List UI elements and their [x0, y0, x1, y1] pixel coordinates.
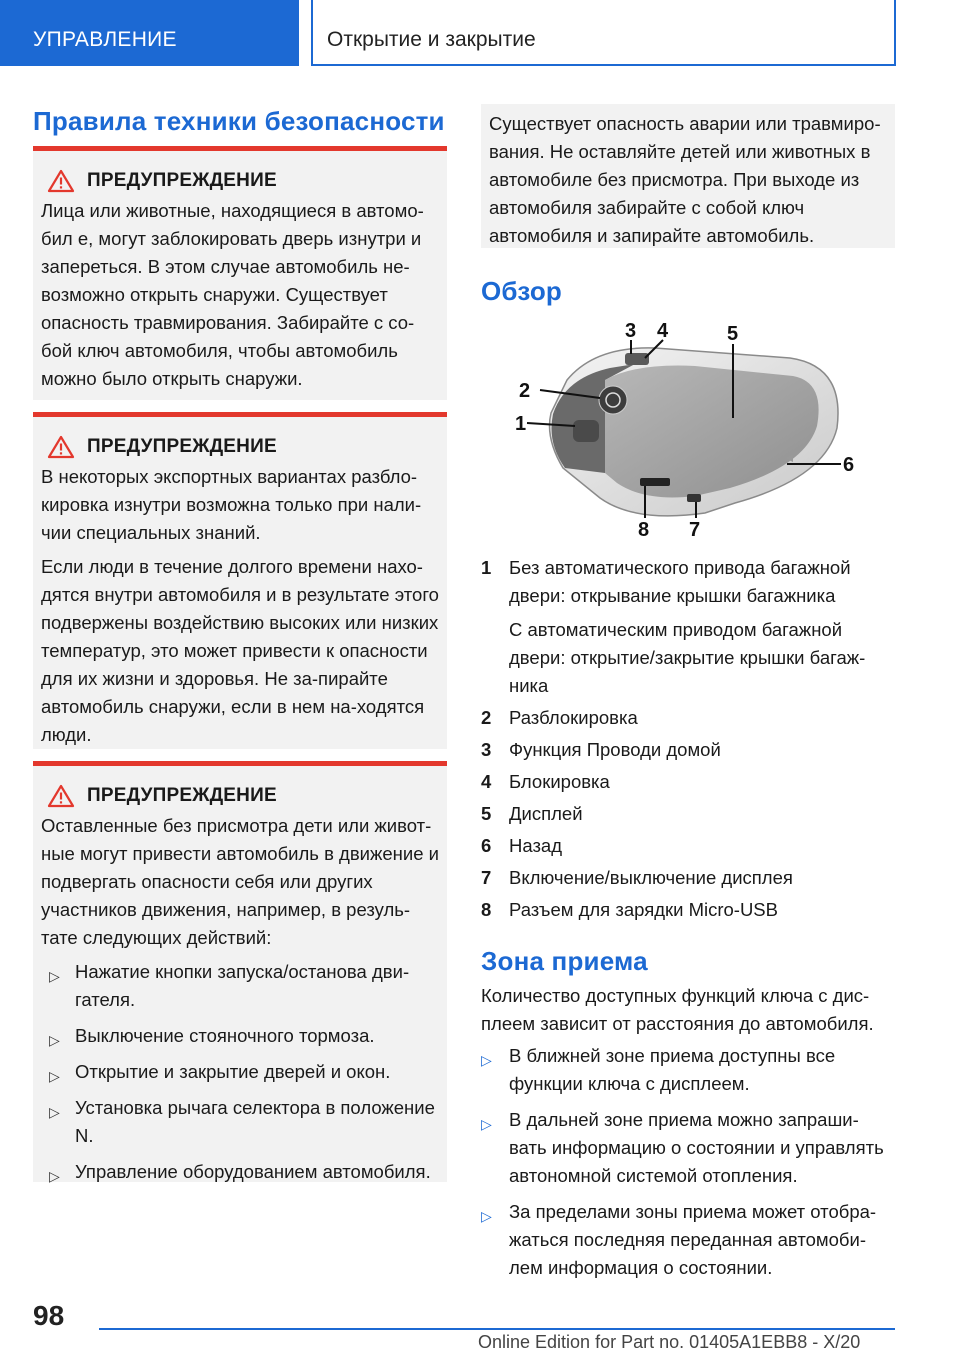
legend-item — [481, 864, 895, 892]
callout-5: 5 — [727, 323, 739, 345]
triangle-bullet-icon: ▷ — [481, 1208, 492, 1224]
list-item: ▷ В ближней зоне приема доступны все функции ключа с дисплеем. — [481, 1045, 836, 1094]
legend-number: 8 — [481, 899, 492, 920]
header-chapter-title: Открытие и закрытие — [311, 0, 896, 66]
triangle-bullet-icon: ▷ — [49, 1168, 60, 1184]
legend-item — [481, 800, 895, 828]
usb-port — [640, 478, 670, 486]
warning-bullet-list — [41, 958, 439, 1186]
figure-legend — [481, 554, 895, 928]
warning-triangle-icon — [47, 784, 75, 808]
legend-text: Разъем для зарядки Micro-USB — [509, 899, 778, 920]
footer-divider — [99, 1328, 895, 1330]
note-box-continued — [481, 104, 895, 248]
warning-box-3 — [33, 761, 447, 1182]
home-button — [625, 353, 649, 365]
triangle-bullet-icon: ▷ — [49, 1068, 60, 1084]
legend-text: Включение/выключение дисплея — [509, 867, 793, 888]
warning-box-1 — [33, 146, 447, 400]
range-intro: Количество доступных функций ключа с дис-плеем зависит от расстояния до автомобиля. — [481, 985, 874, 1034]
callout-1: 1 — [515, 413, 527, 435]
legend-text: Разблокировка — [509, 707, 638, 728]
legend-text: Без автоматического привода багажной двери: открывание крышки багажника — [509, 557, 851, 606]
legend-text: Функция Проводи домой — [509, 739, 721, 760]
warning-label: ПРЕДУПРЕЖДЕНИЕ — [87, 170, 277, 191]
legend-number: 6 — [481, 835, 492, 856]
warning-label: ПРЕДУПРЕЖДЕНИЕ — [87, 436, 277, 457]
callout-8: 8 — [638, 519, 650, 541]
section-title-overview: Обзор — [481, 276, 562, 306]
list-item: ▷ За пределами зоны приема может отобра-жаться последняя переданная автомоби-лем информация о состоянии. — [481, 1201, 877, 1278]
callout-7: 7 — [689, 519, 701, 541]
legend-number: 3 — [481, 739, 492, 760]
legend-item — [481, 554, 895, 700]
callout-2: 2 — [519, 380, 531, 402]
triangle-bullet-icon: ▷ — [49, 1104, 60, 1120]
footer-edition: Online Edition for Part no. 01405A1EBB8 - X/20 — [478, 1332, 861, 1352]
legend-item — [481, 736, 895, 764]
warning-text: В некоторых экспортных вариантах разбло-кировка изнутри возможна только при нали-чии специальных знаний. — [41, 466, 422, 543]
triangle-bullet-icon: ▷ — [481, 1052, 492, 1068]
legend-item — [481, 704, 895, 732]
range-bullet-list — [481, 1042, 895, 1290]
page-number: 98 — [33, 1300, 65, 1331]
warning-text: Оставленные без присмотра дети или живот-ные могут привести автомобиль в движение и подвергать опасности себя или других участников движения, например, в резуль-тате следующих действий: — [41, 815, 439, 948]
warning-triangle-icon — [47, 169, 75, 193]
note-text: Существует опасность аварии или травмиро-вания. Не оставляйте детей или животных в автомобиле без присмотра. При выходе из автомобиля забирайте с собой ключ автомобиля и запирайте автомобиль. — [489, 113, 881, 246]
list-item: ▷ В дальней зоне приема можно запраши-вать информацию о состоянии и управлять автономной системой отопления. — [481, 1109, 884, 1186]
trunk-button — [573, 420, 599, 442]
warning-label: ПРЕДУПРЕЖДЕНИЕ — [87, 785, 277, 806]
triangle-bullet-icon: ▷ — [481, 1116, 492, 1132]
legend-text: Дисплей — [509, 803, 583, 824]
legend-item — [481, 832, 895, 860]
legend-number: 2 — [481, 707, 492, 728]
section-title-safety: Правила техники безопасности — [33, 106, 445, 136]
legend-text: Блокировка — [509, 771, 610, 792]
warning-triangle-icon — [47, 435, 75, 459]
list-item: ▷ Открытие и закрытие дверей и окон. — [41, 1058, 439, 1086]
header-section-tab: УПРАВЛЕНИЕ — [0, 0, 299, 66]
triangle-bullet-icon: ▷ — [49, 968, 60, 984]
legend-number: 5 — [481, 803, 492, 824]
list-item: ▷ Управление оборудованием автомобиля. — [41, 1158, 439, 1186]
display-key-illustration — [505, 318, 865, 543]
callout-4: 4 — [657, 320, 669, 342]
legend-text: Назад — [509, 835, 563, 856]
triangle-bullet-icon: ▷ — [49, 1032, 60, 1048]
list-item: ▷ Установка рычага селектора в положение N. — [49, 1097, 435, 1146]
display-button — [687, 494, 701, 502]
unlock-button — [599, 386, 627, 414]
warning-text: Если люди в течение долгого времени нахо-дятся внутри автомобиля и в результате этого подвержены воздействию высоких или низких температур, это может привести к опасности для их жизни и здоровья. Не за-пирайте автомобиль снаружи, если в нем на-ходятся люди. — [41, 556, 439, 745]
section-title-range: Зона приема — [481, 946, 648, 976]
warning-text: Лица или животные, находящиеся в автомо-бил е, могут заблокировать дверь изнутри и запереться. В этом случае автомобиль не-возможно открыть снаружи. Существует опасность травмирования. Забирайте с со-бой ключ автомобиля, чтобы автомобиль можно было открыть снаружи. — [41, 200, 424, 389]
callout-3: 3 — [625, 320, 637, 342]
legend-item — [481, 896, 895, 924]
list-item: ▷ Нажатие кнопки запуска/останова дви-гателя. — [49, 961, 410, 1010]
legend-number: 7 — [481, 867, 492, 888]
legend-subtext: С автоматическим приводом багажной двери: открытие/закрытие крышки багаж-ника — [509, 619, 866, 696]
callout-6: 6 — [843, 454, 855, 476]
legend-number: 4 — [481, 771, 492, 792]
list-item: ▷ Выключение стояночного тормоза. — [41, 1022, 439, 1050]
warning-box-2 — [33, 412, 447, 749]
legend-number: 1 — [481, 557, 492, 578]
legend-item — [481, 768, 895, 796]
